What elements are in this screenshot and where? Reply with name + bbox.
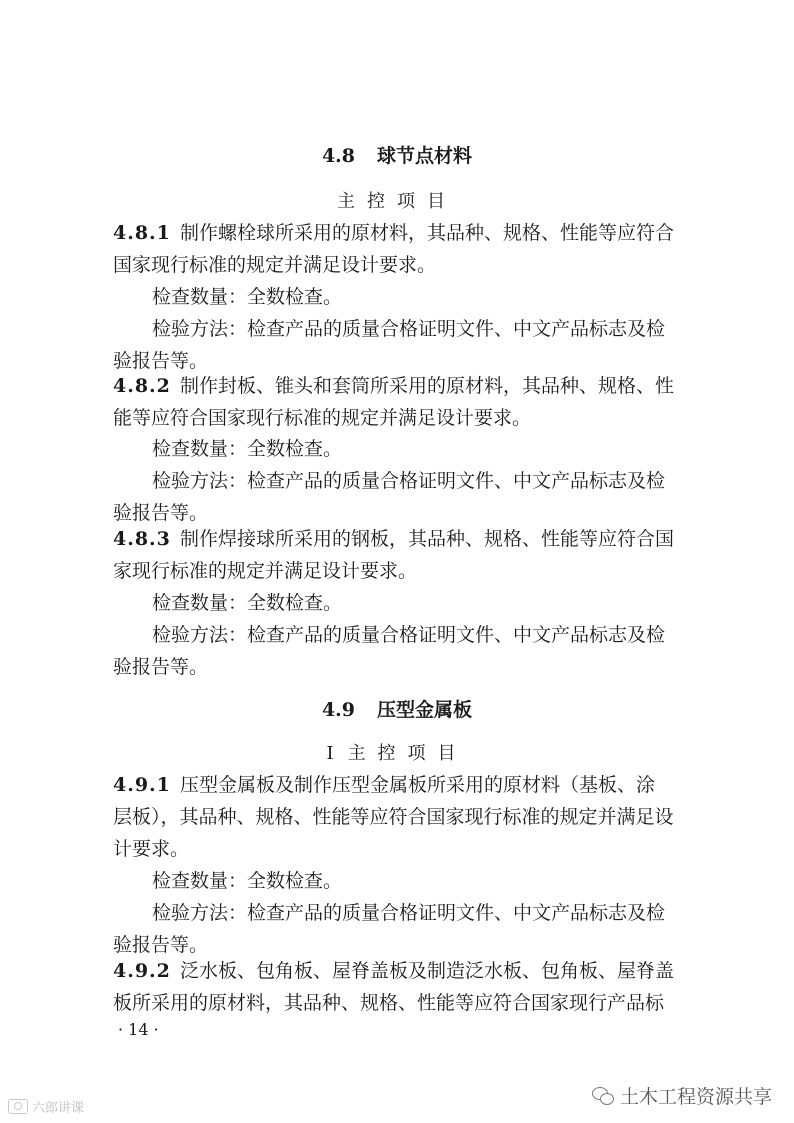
subsection-heading (0, 741, 794, 767)
section-number: 4.8 (321, 145, 356, 167)
wechat-icon (592, 1087, 614, 1105)
clause-text: 计要求。 (113, 838, 190, 860)
clause-text: 家现行标准的规定并满足设计要求。 (113, 560, 418, 582)
inspection-method: 验报告等。 (113, 350, 209, 372)
clause-text: 泛水板、包角板、屋脊盖板及制造泛水板、包角板、屋脊盖 (180, 960, 675, 982)
clause-4-8-2 (113, 373, 674, 399)
inspection-method: 检验方法：检查产品的质量合格证明文件、中文产品标志及检 (152, 902, 666, 924)
clause-text: 制作封板、锥头和套筒所采用的原材料，其品种、规格、性 (180, 375, 675, 397)
inspection-quantity: 检查数量：全数检查。 (152, 592, 343, 614)
clause-text: 制作焊接球所采用的钢板，其品种、规格、性能等应符合国 (180, 528, 675, 550)
section-number: 4.9 (321, 699, 356, 721)
clause-text: 制作螺栓球所采用的原材料，其品种、规格、性能等应符合 (180, 222, 675, 244)
section-heading-4-9 (0, 697, 794, 723)
inspection-method: 验报告等。 (113, 502, 209, 524)
subsection-heading: 主控项目 (337, 191, 457, 212)
clause-number: 4.8.2 (113, 375, 171, 397)
clause-number: 4.9.2 (113, 960, 171, 982)
camera-icon (8, 1099, 28, 1114)
clause-text: 能等应符合国家现行标准的规定并满足设计要求。 (113, 407, 532, 429)
wechat-account-tag (592, 1082, 772, 1109)
watermark-text: 六郎讲课 (32, 1101, 85, 1116)
clause-4-8-3 (113, 526, 674, 552)
section-title: 压型金属板 (377, 699, 473, 721)
section-heading-4-8 (0, 143, 794, 169)
clause-4-9-2 (113, 958, 674, 984)
inspection-method: 检验方法：检查产品的质量合格证明文件、中文产品标志及检 (152, 470, 666, 492)
inspection-quantity: 检查数量：全数检查。 (152, 870, 343, 892)
watermark-left (8, 1097, 84, 1116)
clause-text: 国家现行标准的规定并满足设计要求。 (113, 254, 437, 276)
section-title: 球节点材料 (377, 145, 473, 167)
subsection-roman-numeral: Ⅰ (326, 743, 334, 764)
clause-number: 4.9.1 (113, 774, 171, 796)
inspection-method: 验报告等。 (113, 656, 209, 678)
clause-text: 层板），其品种、规格、性能等应符合国家现行标准的规定并满足设 (113, 806, 674, 828)
inspection-method: 检验方法：检查产品的质量合格证明文件、中文产品标志及检 (152, 318, 666, 340)
inspection-quantity: 检查数量：全数检查。 (152, 286, 343, 308)
inspection-quantity: 检查数量：全数检查。 (152, 438, 343, 460)
clause-text: 板所采用的原材料，其品种、规格、性能等应符合国家现行产品标 (113, 992, 665, 1014)
page-number: · 14 · (118, 1020, 159, 1039)
clause-4-9-1 (113, 772, 655, 798)
clause-text: 压型金属板及制作压型金属板所采用的原材料（基板、涂 (180, 774, 656, 796)
clause-number: 4.8.3 (113, 528, 171, 550)
clause-4-8-1 (113, 220, 674, 246)
account-name: 土木工程资源共享 (619, 1086, 772, 1108)
clause-number: 4.8.1 (113, 222, 171, 244)
subsection-text: 主控项目 (347, 743, 468, 764)
inspection-method: 验报告等。 (113, 934, 209, 956)
inspection-method: 检验方法：检查产品的质量合格证明文件、中文产品标志及检 (152, 624, 666, 646)
